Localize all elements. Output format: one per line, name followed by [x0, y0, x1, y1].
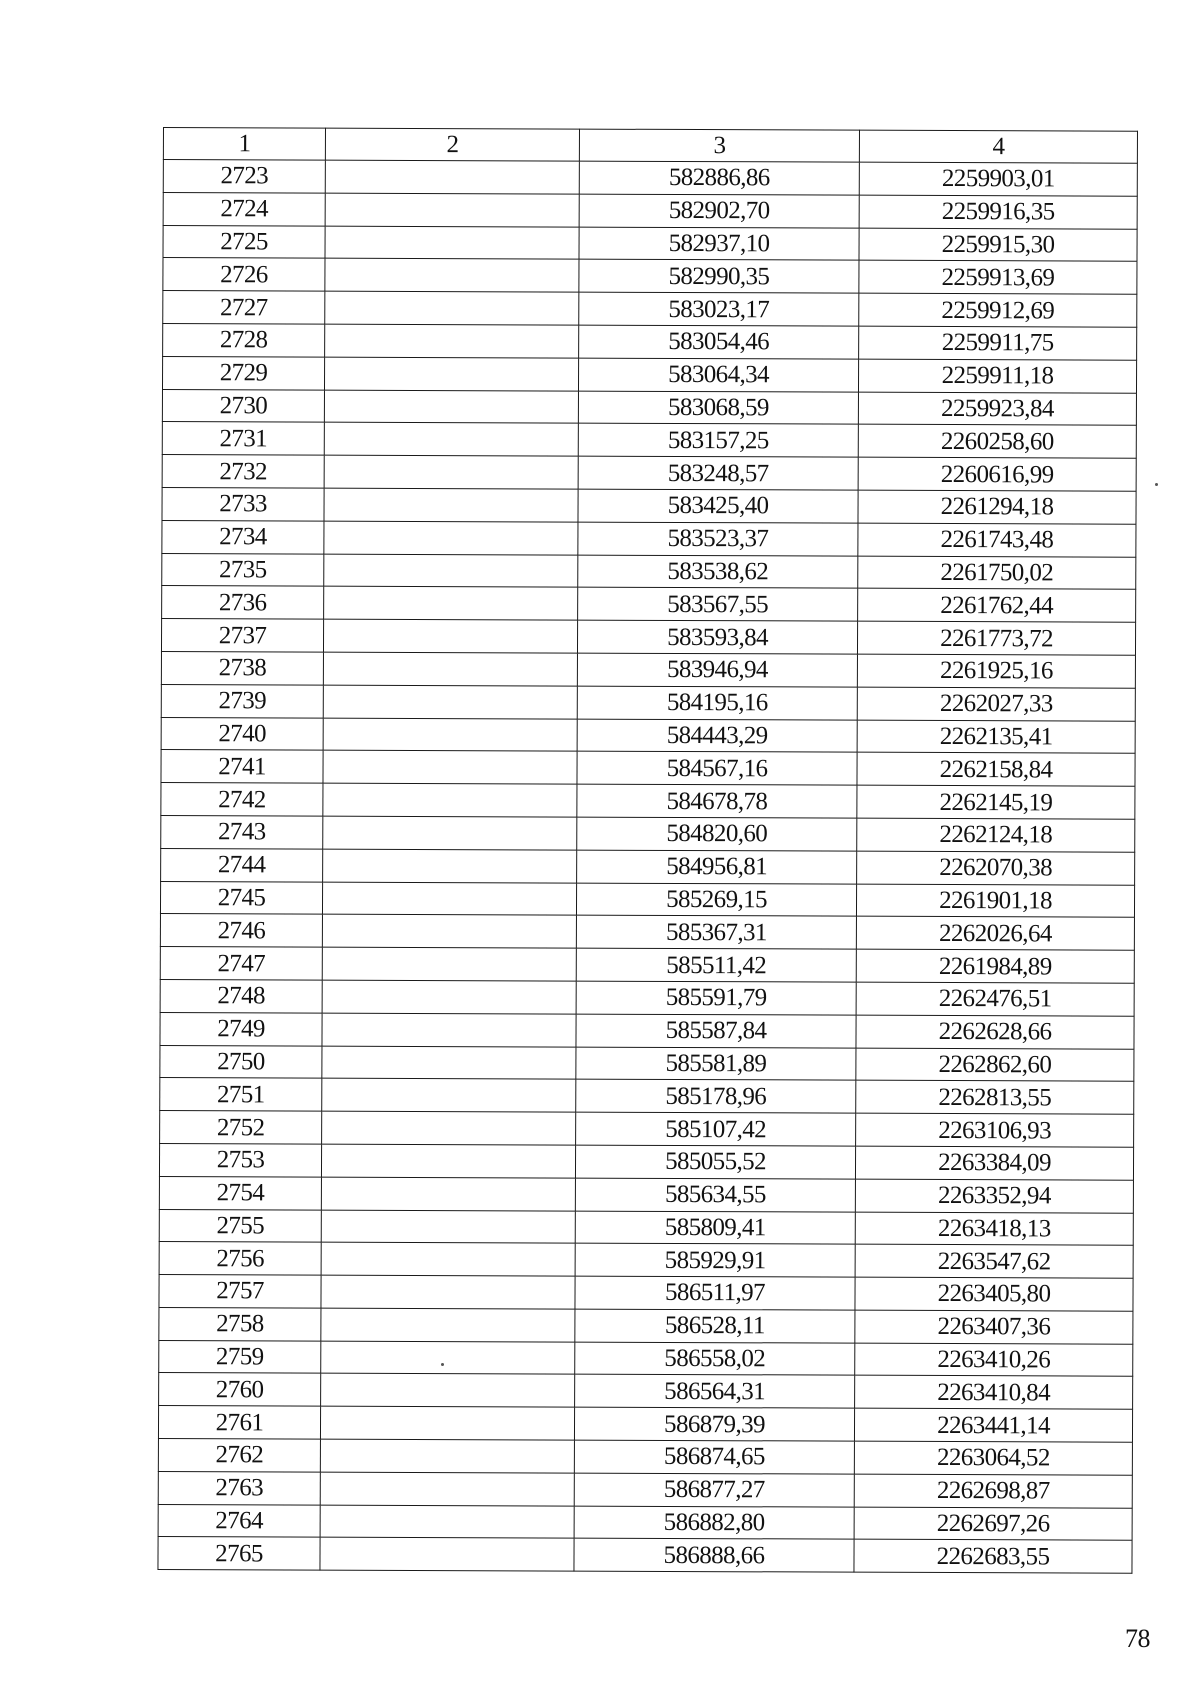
- table-row: [161, 848, 1135, 885]
- column-2-cell: [325, 291, 579, 325]
- column-2-cell: [325, 226, 579, 260]
- table-row: [159, 1143, 1133, 1180]
- table-row: [158, 1406, 1132, 1443]
- coordinate-y-cell: 2262697,26: [854, 1507, 1132, 1541]
- scan-speck: [1155, 483, 1158, 486]
- coordinate-x-cell: 584567,16: [577, 751, 857, 785]
- coordinate-y-cell: 2263410,84: [855, 1376, 1133, 1410]
- table-row: [163, 323, 1137, 360]
- coordinate-x-cell: 583023,17: [579, 292, 859, 326]
- column-2-cell: [325, 193, 579, 227]
- point-number-cell: 2754: [159, 1176, 321, 1209]
- point-number-cell: 2750: [160, 1045, 322, 1078]
- coordinate-x-cell: 585591,79: [576, 981, 856, 1015]
- column-2-cell: [325, 324, 579, 358]
- coordinate-x-cell: 584195,16: [577, 686, 857, 720]
- coordinate-y-cell: 2261773,72: [857, 621, 1135, 655]
- table-row: [160, 1045, 1134, 1082]
- point-number-cell: 2730: [162, 389, 324, 422]
- coordinate-x-cell: 583157,25: [578, 423, 858, 457]
- point-number-cell: 2738: [161, 651, 323, 684]
- table-row: [162, 455, 1136, 492]
- column-2-cell: [324, 455, 578, 489]
- coordinate-x-cell: 582990,35: [579, 259, 859, 293]
- table-row: [162, 487, 1136, 524]
- coordinate-x-cell: 586882,80: [574, 1506, 854, 1540]
- coordinate-x-cell: 584956,81: [577, 850, 857, 884]
- coordinate-y-cell: 2259912,69: [859, 293, 1137, 327]
- table-row: [159, 1275, 1133, 1312]
- coordinate-y-cell: 2260616,99: [858, 457, 1136, 491]
- table-row: [163, 291, 1137, 328]
- column-2-cell: [322, 914, 576, 948]
- coordinate-y-cell: 2261743,48: [858, 523, 1136, 557]
- coordinate-y-cell: 2262027,33: [857, 687, 1135, 721]
- point-number-cell: 2725: [163, 225, 325, 258]
- column-2-cell: [324, 521, 578, 555]
- coordinate-y-cell: 2262145,19: [857, 785, 1135, 819]
- column-2-cell: [322, 882, 576, 916]
- column-2-cell: [322, 1013, 576, 1047]
- coordinate-x-cell: 586877,27: [574, 1473, 854, 1507]
- table-row: [160, 881, 1134, 918]
- table-header: [163, 128, 1137, 164]
- coordinate-x-cell: 583567,55: [578, 587, 858, 621]
- table-row: [158, 1504, 1132, 1541]
- table-row: [161, 783, 1135, 820]
- column-2-cell: [322, 1111, 576, 1145]
- coordinate-x-cell: 585367,31: [576, 915, 856, 949]
- coordinate-y-cell: 2261925,16: [857, 654, 1135, 688]
- point-number-cell: 2731: [162, 422, 324, 455]
- column-2-cell: [320, 1538, 574, 1572]
- point-number-cell: 2765: [158, 1537, 320, 1570]
- point-number-cell: 2756: [159, 1242, 321, 1275]
- column-2-cell: [321, 1177, 575, 1211]
- coordinate-x-cell: 583068,59: [578, 391, 858, 425]
- coordinate-x-cell: 585809,41: [575, 1211, 855, 1245]
- coordinate-y-cell: 2259916,35: [859, 195, 1137, 229]
- table-row: [160, 1111, 1134, 1148]
- point-number-cell: 2748: [160, 979, 322, 1012]
- coordinate-y-cell: 2261750,02: [858, 556, 1136, 590]
- column-2-cell: [324, 422, 578, 456]
- column-2-cell: [324, 357, 578, 391]
- coordinate-y-cell: 2259911,75: [859, 326, 1137, 360]
- coordinate-y-cell: 2262135,41: [857, 720, 1135, 754]
- coordinate-x-cell: 586888,66: [574, 1539, 854, 1573]
- coordinate-x-cell: 586511,97: [575, 1276, 855, 1310]
- point-number-cell: 2737: [161, 619, 323, 652]
- coordinate-y-cell: 2263064,52: [854, 1441, 1132, 1475]
- table-row: [160, 947, 1134, 984]
- point-number-cell: 2764: [158, 1504, 320, 1537]
- coordinate-x-cell: 585581,89: [576, 1047, 856, 1081]
- point-number-cell: 2742: [161, 783, 323, 816]
- coordinate-y-cell: 2262070,38: [857, 851, 1135, 885]
- coordinate-x-cell: 583946,94: [577, 653, 857, 687]
- coordinate-x-cell: 583064,34: [578, 358, 858, 392]
- coordinate-y-cell: 2263106,93: [856, 1113, 1134, 1147]
- coordinate-x-cell: 585055,52: [575, 1145, 855, 1179]
- coordinate-y-cell: 2263418,13: [855, 1212, 1133, 1246]
- point-number-cell: 2736: [162, 586, 324, 619]
- coordinate-x-cell: 584443,29: [577, 719, 857, 753]
- point-number-cell: 2752: [160, 1111, 322, 1144]
- coordinate-x-cell: 586564,31: [575, 1375, 855, 1409]
- coordinate-x-cell: 585511,42: [576, 948, 856, 982]
- coordinate-y-cell: 2261762,44: [858, 589, 1136, 623]
- point-number-cell: 2733: [162, 487, 324, 520]
- coordinate-y-cell: 2263407,36: [855, 1310, 1133, 1344]
- column-header-2: 2: [325, 128, 579, 161]
- coordinate-x-cell: 584820,60: [577, 817, 857, 851]
- coordinate-y-cell: 2263410,26: [855, 1343, 1133, 1377]
- coordinate-y-cell: 2263352,94: [855, 1179, 1133, 1213]
- coordinate-y-cell: 2262476,51: [856, 982, 1134, 1016]
- column-2-cell: [325, 160, 579, 194]
- column-2-cell: [321, 1374, 575, 1408]
- point-number-cell: 2726: [163, 258, 325, 291]
- coordinate-y-cell: 2259923,84: [858, 392, 1136, 426]
- coordinate-x-cell: 583248,57: [578, 456, 858, 490]
- column-2-cell: [321, 1242, 575, 1276]
- table-row: [159, 1242, 1133, 1279]
- point-number-cell: 2746: [160, 914, 322, 947]
- coordinate-x-cell: 584678,78: [577, 784, 857, 818]
- column-2-cell: [321, 1308, 575, 1342]
- table-body: [158, 160, 1137, 1574]
- table-row: [161, 750, 1135, 787]
- point-number-cell: 2732: [162, 455, 324, 488]
- coordinate-x-cell: 583425,40: [578, 489, 858, 523]
- coordinate-x-cell: 586528,11: [575, 1309, 855, 1343]
- column-header-3: 3: [579, 129, 859, 162]
- point-number-cell: 2727: [163, 291, 325, 324]
- table-row: [159, 1209, 1133, 1246]
- table-row: [158, 1471, 1132, 1508]
- table-row: [162, 422, 1136, 459]
- table-row: [159, 1340, 1133, 1377]
- coordinate-y-cell: 2261294,18: [858, 490, 1136, 524]
- column-2-cell: [325, 259, 579, 293]
- coordinate-y-cell: 2261984,89: [856, 949, 1134, 983]
- column-2-cell: [320, 1505, 574, 1539]
- point-number-cell: 2745: [160, 881, 322, 914]
- column-2-cell: [323, 685, 577, 719]
- coordinate-x-cell: 582937,10: [579, 227, 859, 261]
- coordinate-x-cell: 585269,15: [576, 883, 856, 917]
- table-row: [161, 619, 1135, 656]
- point-number-cell: 2761: [158, 1406, 320, 1439]
- column-2-cell: [322, 1046, 576, 1080]
- coordinate-x-cell: 586558,02: [575, 1342, 855, 1376]
- table-row: [162, 553, 1136, 590]
- coordinate-y-cell: 2262862,60: [856, 1048, 1134, 1082]
- coordinate-y-cell: 2262158,84: [857, 753, 1135, 787]
- coordinate-y-cell: 2262813,55: [856, 1080, 1134, 1114]
- coordinate-x-cell: 583593,84: [577, 620, 857, 654]
- point-number-cell: 2759: [159, 1340, 321, 1373]
- column-2-cell: [323, 783, 577, 817]
- coordinate-y-cell: 2263547,62: [855, 1244, 1133, 1278]
- header-row: [163, 128, 1137, 164]
- coordinate-x-cell: 583523,37: [578, 522, 858, 556]
- point-number-cell: 2728: [163, 323, 325, 356]
- table-row: [162, 389, 1136, 426]
- column-2-cell: [320, 1439, 574, 1473]
- table-row: [161, 815, 1135, 852]
- point-number-cell: 2743: [161, 815, 323, 848]
- coordinate-y-cell: 2259913,69: [859, 261, 1137, 295]
- column-2-cell: [320, 1472, 574, 1506]
- column-2-cell: [323, 652, 577, 686]
- table-row: [161, 717, 1135, 754]
- column-2-cell: [323, 718, 577, 752]
- point-number-cell: 2741: [161, 750, 323, 783]
- column-2-cell: [321, 1144, 575, 1178]
- table-row: [161, 684, 1135, 721]
- table-row: [163, 258, 1137, 295]
- point-number-cell: 2735: [162, 553, 324, 586]
- table-row: [162, 520, 1136, 557]
- coordinate-x-cell: 583538,62: [578, 555, 858, 589]
- table-row: [158, 1537, 1132, 1574]
- table-row: [160, 1012, 1134, 1049]
- coordinate-x-cell: 585587,84: [576, 1014, 856, 1048]
- coordinate-y-cell: 2261901,18: [856, 884, 1134, 918]
- coordinate-y-cell: 2262698,87: [854, 1474, 1132, 1508]
- coordinate-y-cell: 2259915,30: [859, 228, 1137, 262]
- table-row: [159, 1307, 1133, 1344]
- coordinate-y-cell: 2263441,14: [854, 1408, 1132, 1442]
- point-number-cell: 2734: [162, 520, 324, 553]
- table-row: [163, 225, 1137, 262]
- coordinate-x-cell: 582886,86: [579, 161, 859, 195]
- point-number-cell: 2744: [161, 848, 323, 881]
- point-number-cell: 2760: [159, 1373, 321, 1406]
- column-header-4: 4: [859, 130, 1137, 163]
- point-number-cell: 2749: [160, 1012, 322, 1045]
- coordinate-x-cell: 586879,39: [574, 1407, 854, 1441]
- table-row: [162, 356, 1136, 393]
- column-2-cell: [321, 1210, 575, 1244]
- table-row: [160, 979, 1134, 1016]
- point-number-cell: 2729: [162, 356, 324, 389]
- column-2-cell: [321, 1275, 575, 1309]
- point-number-cell: 2724: [163, 192, 325, 225]
- column-2-cell: [324, 488, 578, 522]
- coordinates-table: [157, 127, 1138, 1574]
- column-2-cell: [324, 586, 578, 620]
- column-2-cell: [323, 750, 577, 784]
- point-number-cell: 2758: [159, 1307, 321, 1340]
- column-header-1: 1: [163, 128, 325, 161]
- column-2-cell: [323, 619, 577, 653]
- coordinate-x-cell: 582902,70: [579, 194, 859, 228]
- table-row: [159, 1176, 1133, 1213]
- column-2-cell: [322, 980, 576, 1014]
- coordinate-x-cell: 585178,96: [576, 1079, 856, 1113]
- coordinate-y-cell: 2259911,18: [858, 359, 1136, 393]
- table-row: [163, 192, 1137, 229]
- table-row: [160, 914, 1134, 951]
- coordinate-y-cell: 2260258,60: [858, 425, 1136, 459]
- column-2-cell: [324, 554, 578, 588]
- point-number-cell: 2757: [159, 1275, 321, 1308]
- coordinate-y-cell: 2262683,55: [854, 1540, 1132, 1574]
- coordinate-x-cell: 585107,42: [576, 1112, 856, 1146]
- point-number-cell: 2762: [158, 1439, 320, 1472]
- point-number-cell: 2763: [158, 1471, 320, 1504]
- coordinate-x-cell: 583054,46: [579, 325, 859, 359]
- coordinate-x-cell: 585634,55: [575, 1178, 855, 1212]
- page-number: 78: [1125, 1624, 1150, 1653]
- point-number-cell: 2747: [160, 947, 322, 980]
- column-2-cell: [320, 1406, 574, 1440]
- coordinate-y-cell: 2262124,18: [857, 818, 1135, 852]
- point-number-cell: 2739: [161, 684, 323, 717]
- coordinate-y-cell: 2263405,80: [855, 1277, 1133, 1311]
- point-number-cell: 2755: [159, 1209, 321, 1242]
- column-2-cell: [322, 1078, 576, 1112]
- column-2-cell: [323, 816, 577, 850]
- coordinate-y-cell: 2262026,64: [856, 916, 1134, 950]
- coordinate-x-cell: 585929,91: [575, 1243, 855, 1277]
- table-row: [163, 160, 1137, 197]
- table-row: [161, 651, 1135, 688]
- table-row: [162, 586, 1136, 623]
- point-number-cell: 2753: [159, 1143, 321, 1176]
- point-number-cell: 2723: [163, 160, 325, 193]
- coordinate-y-cell: 2263384,09: [855, 1146, 1133, 1180]
- column-2-cell: [321, 1341, 575, 1375]
- table-row: [159, 1373, 1133, 1410]
- coordinate-y-cell: 2259903,01: [859, 162, 1137, 196]
- column-2-cell: [324, 390, 578, 424]
- coordinate-y-cell: 2262628,66: [856, 1015, 1134, 1049]
- coordinate-x-cell: 586874,65: [574, 1440, 854, 1474]
- scan-speck: [441, 1363, 444, 1366]
- table-row: [158, 1439, 1132, 1476]
- table-row: [160, 1078, 1134, 1115]
- column-2-cell: [323, 849, 577, 883]
- point-number-cell: 2751: [160, 1078, 322, 1111]
- column-2-cell: [322, 947, 576, 981]
- point-number-cell: 2740: [161, 717, 323, 750]
